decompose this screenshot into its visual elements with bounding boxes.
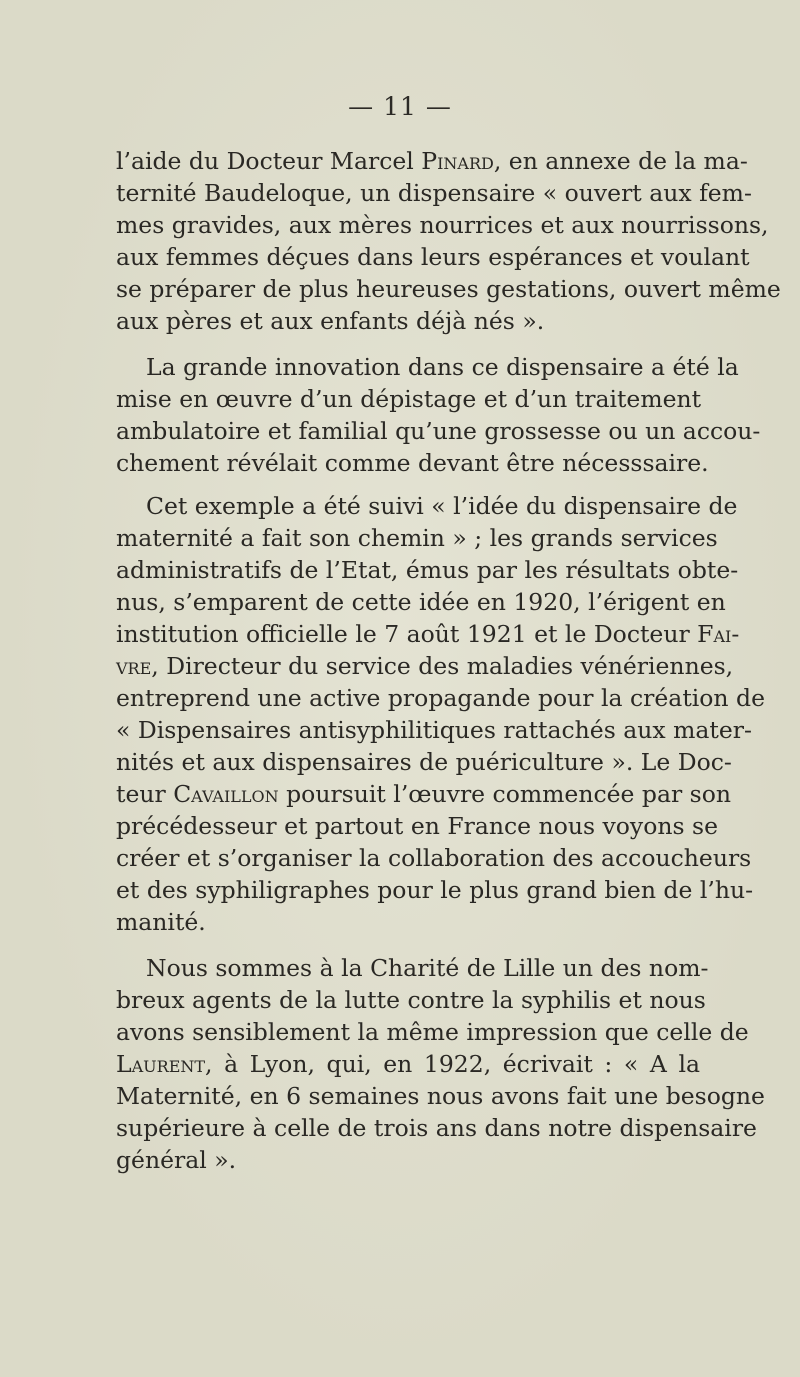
text-line: teur Cavaillon poursuit l’œuvre commencée par son [116, 780, 732, 808]
text-line: institution officielle le 7 août 1921 et le Docteur Fai- [116, 620, 740, 648]
text-line: manité. [116, 908, 206, 936]
text-line: aux femmes déçues dans leurs espérances et voulant [116, 243, 750, 271]
text-line: et des syphiligraphes pour le plus grand bien de l’hu- [116, 876, 754, 904]
text-line: vre, Directeur du service des maladies vénériennes, [116, 652, 734, 680]
page-number: — 11 — [348, 92, 452, 121]
text-line: Laurent, à Lyon, qui, en 1922, écrivait : « A la [116, 1050, 700, 1078]
text-line: nités et aux dispensaires de puériculture ». Le Doc- [116, 748, 732, 776]
text-line: maternité a fait son chemin » ; les grands services [116, 524, 718, 552]
text-line: La grande innovation dans ce dispensaire a été la [146, 353, 739, 381]
text-line: ternité Baudeloque, un dispensaire « ouvert aux fem- [116, 179, 752, 207]
text-line: nus, s’emparent de cette idée en 1920, l’érigent en [116, 588, 726, 616]
text-line: administratifs de l’Etat, émus par les résultats obte- [116, 556, 739, 584]
text-line: Cet exemple a été suivi « l’idée du dispensaire de [146, 492, 738, 520]
text-line: l’aide du Docteur Marcel Pinard, en annexe de la ma- [116, 147, 748, 175]
text-line: créer et s’organiser la collaboration des accoucheurs [116, 844, 752, 872]
text-line: mes gravides, aux mères nourrices et aux nourrissons, [116, 211, 769, 239]
text-line: se préparer de plus heureuses gestations, ouvert même [116, 275, 781, 303]
text-line: Nous sommes à la Charité de Lille un des nom- [146, 954, 709, 982]
text-line: supérieure à celle de trois ans dans notre dispensaire [116, 1114, 757, 1142]
text-line: avons sensiblement la même impression que celle de [116, 1018, 749, 1046]
text-line: entreprend une active propagande pour la création de [116, 684, 765, 712]
text-line: général ». [116, 1146, 237, 1174]
text-line: aux pères et aux enfants déjà nés ». [116, 307, 545, 335]
text-line: précédesseur et partout en France nous voyons se [116, 812, 718, 840]
text-line: ambulatoire et familial qu’une grossesse ou un accou- [116, 417, 761, 445]
text-line: chement révélait comme devant être nécesssaire. [116, 449, 709, 477]
text-line: breux agents de la lutte contre la syphilis et nous [116, 986, 706, 1014]
text-line: Maternité, en 6 semaines nous avons fait une besogne [116, 1082, 765, 1110]
text-line: mise en œuvre d’un dépistage et d’un traitement [116, 385, 702, 413]
text-line: « Dispensaires antisyphilitiques rattachés aux mater- [116, 716, 752, 744]
